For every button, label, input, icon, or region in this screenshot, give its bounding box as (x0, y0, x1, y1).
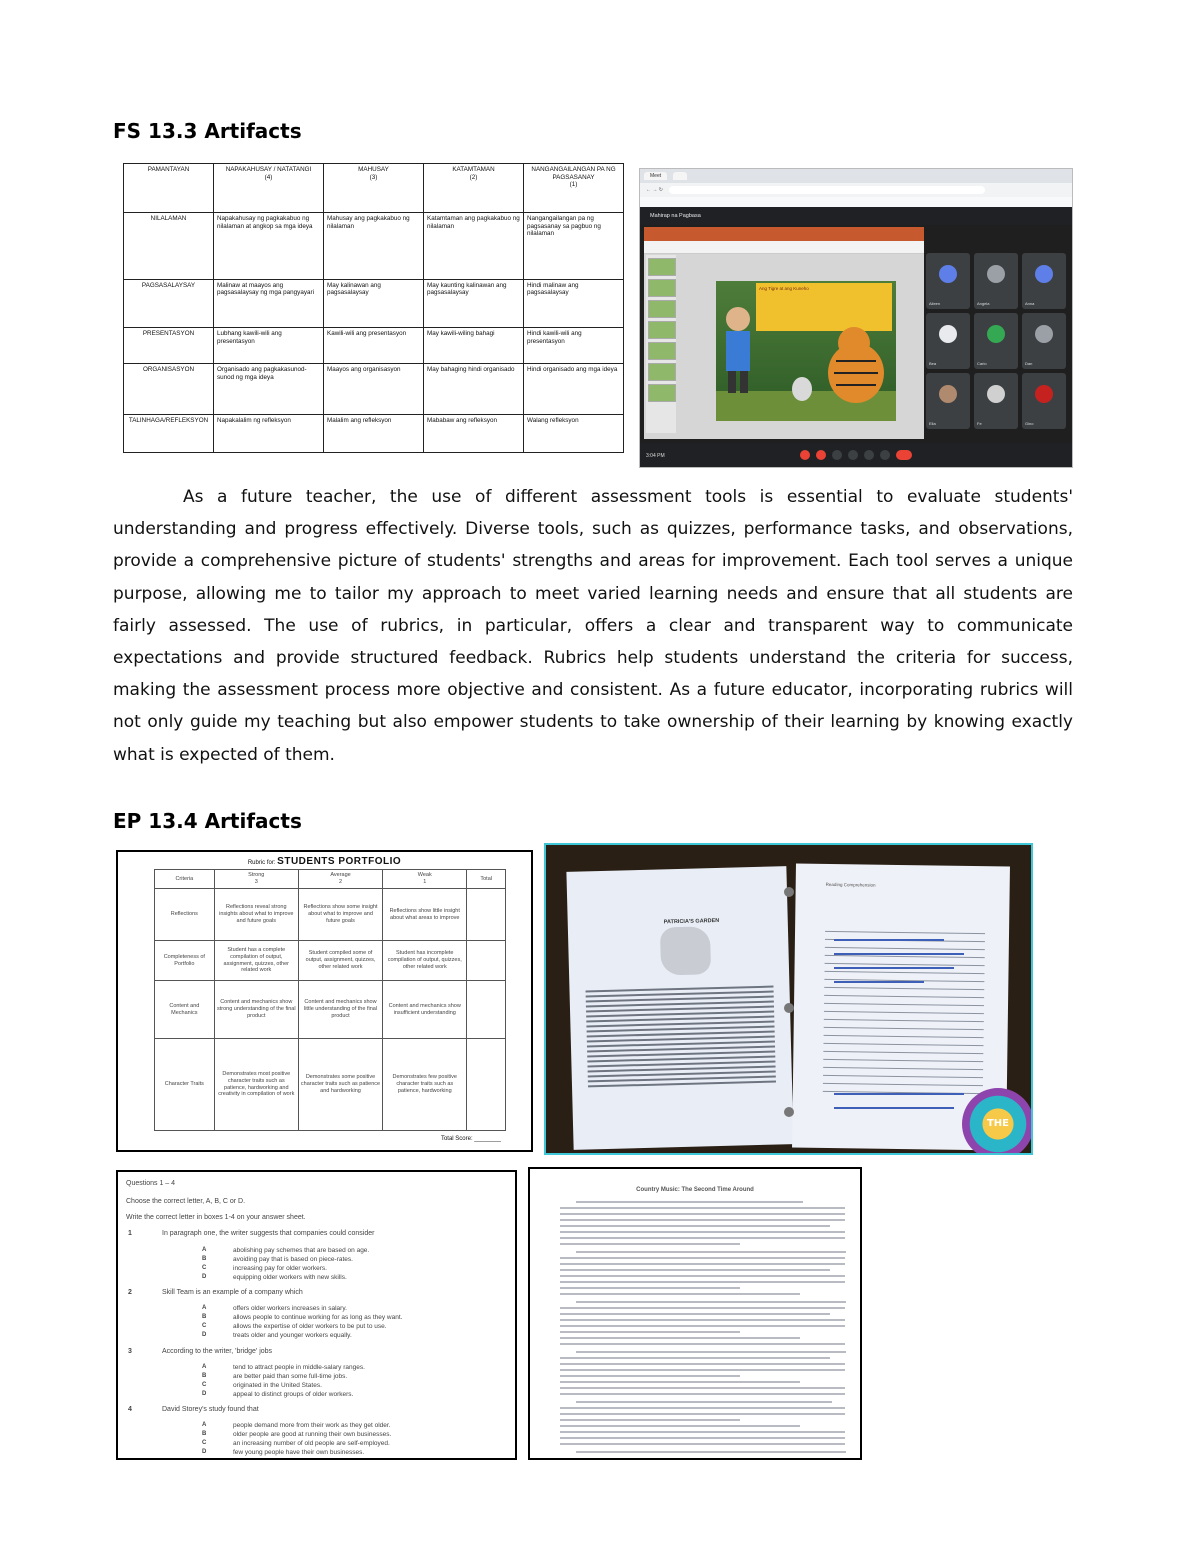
portfolio-header: Strong 3 (214, 870, 298, 889)
portfolio-cell: Content and mechanics show strong understanding of the final product (214, 981, 298, 1039)
answer-option: tend to attract people in middle-salary ranges. (233, 1364, 365, 1371)
slide-thumbnail (648, 279, 676, 297)
answer-option: avoiding pay that is based on piece-rates. (233, 1256, 353, 1263)
article-text-line (560, 1387, 845, 1389)
article-text-line (576, 1201, 803, 1203)
participant-tile[interactable]: Carlo (974, 313, 1018, 369)
article-text-line (560, 1275, 845, 1277)
article-text-line (560, 1363, 845, 1365)
more-options-icon[interactable] (880, 450, 890, 460)
answer-option: allows the expertise of older workers to be put to use. (233, 1323, 387, 1330)
answer-option: are better paid than some full-time jobs. (233, 1373, 348, 1380)
current-slide (716, 281, 896, 421)
browser-tabs (640, 169, 1072, 183)
rubric-cell: Nangangailangan pa ng pagsasanay sa pagbuo ng nilalaman (524, 213, 624, 280)
answer-option: older people are good at running their own businesses. (233, 1431, 392, 1438)
answer-option: few young people have their own businesses. (233, 1449, 365, 1456)
article-text-line (576, 1401, 832, 1403)
video-call-screenshot (639, 168, 1073, 468)
portfolio-cell: Demonstrates few positive character traits such as patience, hardworking (383, 1039, 467, 1131)
article-text-line (576, 1301, 846, 1303)
captions-icon[interactable] (832, 450, 842, 460)
slide-thumbnails (646, 255, 676, 433)
rubric-cell: Malinaw at maayos ang pagsasalaysay ng mga pangyayari (214, 279, 324, 327)
end-call-icon[interactable] (896, 450, 912, 460)
rubric-cell: Hindi kawili-wili ang presentasyon (524, 327, 624, 363)
portfolio-header: Criteria (155, 870, 215, 889)
participant-tile[interactable]: Anna (1022, 253, 1066, 309)
question-number: 1 (128, 1230, 132, 1237)
article-text-line (560, 1237, 845, 1239)
shared-presentation (644, 227, 924, 439)
fs-rubric-table (123, 163, 624, 453)
portfolio-cell: Reflections reveal strong insights about what to improve and future goals (214, 889, 298, 941)
article-text-line (560, 1231, 845, 1233)
article-text-line (560, 1263, 845, 1265)
participant-tile[interactable]: Dan (1022, 313, 1066, 369)
portfolio-cell (467, 1039, 506, 1131)
photo-border (544, 843, 1033, 1155)
article-text-line (560, 1419, 740, 1421)
article-text-line (560, 1257, 845, 1259)
rubric-cell: Hindi organisado ang mga ideya (524, 364, 624, 414)
option-letter: C (202, 1382, 207, 1388)
rubric-cell: Malalim ang refleksyon (324, 414, 424, 452)
portfolio-rubric-table (154, 869, 506, 1131)
answer-option: an increasing number of old people are self-employed. (233, 1440, 390, 1447)
portfolio-header: Total (467, 870, 506, 889)
slide-thumbnail (648, 342, 676, 360)
rubric-header: NAPAKAHUSAY / NATATANGI (4) (214, 164, 324, 213)
portfolio-criterion: Character Traits (155, 1039, 215, 1131)
option-letter: A (202, 1247, 207, 1253)
jungle-illustration (716, 281, 896, 421)
rubric-cell: Organisado ang pagkakasunod-sunod ng mga ideya (214, 364, 324, 414)
questions-image (116, 1170, 517, 1460)
article-text-line (560, 1343, 845, 1345)
article-text-line (560, 1207, 845, 1209)
table-row (124, 327, 624, 363)
answer-option: people demand more from their work as they get older. (233, 1422, 391, 1429)
question-number: 3 (128, 1348, 132, 1355)
option-letter: D (202, 1274, 207, 1280)
question-number: 2 (128, 1289, 132, 1296)
answer-option: originated in the United States. (233, 1382, 322, 1389)
question-stem: In paragraph one, the writer suggests that companies could consider (162, 1230, 375, 1237)
participant-tile[interactable]: Aileen (926, 253, 970, 309)
portfolio-title-text: STUDENTS PORTFOLIO (277, 856, 402, 867)
rubric-header: KATAMTAMAN (2) (424, 164, 524, 213)
article-text-line (576, 1351, 846, 1353)
worksheet-right-label: Reading Comprehension (825, 881, 876, 888)
rubric-cell: Napakalalim ng refleksyon (214, 414, 324, 452)
portfolio-header: Weak 1 (383, 870, 467, 889)
answer-option: offers older workers increases in salary. (233, 1305, 347, 1312)
participant-tile[interactable]: Gino (1022, 373, 1066, 429)
rubric-cell: Maayos ang organisasyon (324, 364, 424, 414)
present-icon[interactable] (864, 450, 874, 460)
answer-option: treats older and younger workers equally. (233, 1332, 352, 1339)
table-row (124, 414, 624, 452)
reflection-paragraph (113, 481, 1073, 771)
participant-grid (926, 253, 1072, 439)
portfolio-cell: Student has a complete compilation of output, assignment, quizzes, other related work (214, 941, 298, 981)
questions-header: Questions 1 – 4 (126, 1180, 176, 1187)
meeting-title: Mahirap na Pagbasa (650, 213, 701, 219)
article-text-line (560, 1357, 830, 1359)
portfolio-cell: Student has incomplete compilation of output, quizzes, other related work (383, 941, 467, 981)
option-letter: A (202, 1422, 207, 1428)
rubric-cell: May kawili-wiling bahagi (424, 327, 524, 363)
portfolio-cell: Reflections show some insight about what to improve and future goals (298, 889, 382, 941)
article-text-line (576, 1451, 846, 1453)
article-text-line (560, 1325, 845, 1327)
table-row (124, 279, 624, 327)
mic-off-icon[interactable] (800, 450, 810, 460)
article-text-line (560, 1381, 800, 1383)
rubric-cell: Hindi malinaw ang pagsasalaysay (524, 279, 624, 327)
call-controls (640, 443, 1072, 467)
answer-option: equipping older workers with new skills. (233, 1274, 347, 1281)
rubric-header: PAMANTAYAN (124, 164, 214, 213)
rubric-header: NANGANGAILANGAN PA NG PAGSASANAY (1) (524, 164, 624, 213)
portfolio-cell (467, 981, 506, 1039)
rubric-header-row (124, 164, 624, 213)
option-letter: B (202, 1431, 207, 1437)
rubric-criterion: ORGANISASYON (124, 364, 214, 414)
portfolio-cell (467, 941, 506, 981)
slide-thumbnail (648, 300, 676, 318)
portfolio-criterion: Completeness of Portfolio (155, 941, 215, 981)
nav-arrows-icon: ← → ↻ (646, 187, 663, 193)
worksheet-title: PATRICIA'S GARDEN (663, 917, 720, 926)
portfolio-cell: Demonstrates some positive character traits such as patience and hardworking (298, 1039, 382, 1131)
participant-tile[interactable]: Bea (926, 313, 970, 369)
slide-thumbnail (648, 384, 676, 402)
portfolio-cell (467, 889, 506, 941)
article-text-line (560, 1213, 845, 1215)
answer-option: appeal to distinct groups of older workers. (233, 1391, 354, 1398)
article-text-line (560, 1443, 845, 1445)
total-score-label: Total Score: ________ (440, 1136, 501, 1142)
rubric-cell: May kaunting kalinawan ang pagsasalaysay (424, 279, 524, 327)
article-text-line (560, 1369, 845, 1371)
table-row (155, 1039, 506, 1131)
slide-thumbnail (648, 258, 676, 276)
worksheet-photo (544, 843, 1033, 1155)
rubric-cell: May bahaging hindi organisado (424, 364, 524, 414)
article-text-line (560, 1293, 800, 1295)
portfolio-cell: Student compiled some of output, assignment, quizzes, other related work (298, 941, 382, 981)
raise-hand-icon[interactable] (848, 450, 858, 460)
option-letter: D (202, 1449, 207, 1455)
question-stem: Skill Team is an example of a company which (162, 1289, 303, 1296)
rubric-cell: Katamtaman ang pagkakabuo ng nilalaman (424, 213, 524, 280)
section-heading-fs: FS 13.3 Artifacts (113, 119, 302, 143)
portfolio-cell: Demonstrates most positive character traits such as patience, hardworking and creativity in compilation of work (214, 1039, 298, 1131)
option-letter: A (202, 1364, 207, 1370)
article-title: Country Music: The Second Time Around (636, 1187, 754, 1193)
article-text-line (576, 1251, 846, 1253)
article-text-line (560, 1307, 845, 1309)
option-letter: D (202, 1391, 207, 1397)
option-letter: D (202, 1332, 207, 1338)
questions-instruction: Write the correct letter in boxes 1-4 on your answer sheet. (126, 1214, 306, 1221)
portfolio-cell: Reflections show little insight about what areas to improve (383, 889, 467, 941)
portfolio-cell: Content and mechanics show insufficient understanding (383, 981, 467, 1039)
option-letter: B (202, 1373, 207, 1379)
article-text-line (560, 1393, 845, 1395)
rubric-cell: Lubhang kawili-wili ang presentasyon (214, 327, 324, 363)
bookmarks-bar (640, 197, 1072, 207)
portfolio-criterion: Content and Mechanics (155, 981, 215, 1039)
article-text-line (560, 1331, 740, 1333)
rubric-cell: Mahusay ang pagkakabuo ng nilalaman (324, 213, 424, 280)
article-text-line (560, 1281, 845, 1283)
portfolio-title-prefix: Rubric for: (247, 860, 276, 866)
article-text-line (560, 1425, 800, 1427)
table-row (124, 364, 624, 414)
answer-option: allows people to continue working for as long as they want. (233, 1314, 403, 1321)
article-text-line (560, 1319, 845, 1321)
question-number: 4 (128, 1406, 132, 1413)
article-text-line (560, 1431, 845, 1433)
participant-tile[interactable]: Angela (974, 253, 1018, 309)
slide-thumbnail (648, 321, 676, 339)
article-text-line (560, 1287, 740, 1289)
table-row (155, 889, 506, 941)
browser-tab-2 (673, 172, 686, 180)
answer-option: abolishing pay schemes that are based on age. (233, 1247, 370, 1254)
meeting-bar (640, 207, 1072, 225)
option-letter: A (202, 1305, 207, 1311)
rubric-criterion: TALINHAGA/REFLEKSYON (124, 414, 214, 452)
rubric-cell: Napakahusay ng pagkakabuo ng nilalaman at angkop sa mga ideya (214, 213, 324, 280)
table-row (124, 213, 624, 280)
portfolio-rubric-image (116, 850, 533, 1152)
channel-logo: THE (962, 1088, 1033, 1155)
reflection-text: As a future teacher, the use of different assessment tools is essential to evaluate students' understanding and progress effectively. Diverse tools, such as quizzes, performance tasks, and observations, provide a comprehensive picture of students' strengths and areas for improvement. Each tool serves a unique purpose, allowing me to tailor my approach to meet varied learning needs and ensure that all students are fairly assessed. The use of rubrics, in particular, offers a clear and transparent way to communicate expectations and provide structured feedback. Rubrics help students understand the criteria for success, making the assessment process more objective and consistent. As a future educator, incorporating rubrics will not only guide my teaching but also empower students to take ownership of their learning by knowing exactly what is expected of them. (113, 487, 1073, 765)
address-bar (640, 183, 1072, 197)
camera-off-icon[interactable] (816, 450, 826, 460)
article-text-line (560, 1225, 830, 1227)
option-letter: C (202, 1323, 207, 1329)
portfolio-header: Average 2 (298, 870, 382, 889)
url-field (669, 186, 985, 194)
slide-banner: Ang Tigre at ang Kuneho (756, 283, 892, 331)
portfolio-cell: Content and mechanics show little understanding of the final product (298, 981, 382, 1039)
table-row (155, 981, 506, 1039)
rubric-cell: May kalinawan ang pagsasalaysay (324, 279, 424, 327)
rubric-criterion: PAGSASALAYSAY (124, 279, 214, 327)
ppt-toolbar (644, 241, 924, 254)
section-heading-ep: EP 13.4 Artifacts (113, 809, 302, 833)
rubric-header: MAHUSAY (3) (324, 164, 424, 213)
article-text-line (560, 1375, 740, 1377)
participant-tile[interactable]: Ella (926, 373, 970, 429)
ppt-ribbon (644, 227, 924, 241)
article-text-line (560, 1269, 830, 1271)
call-clock: 3:04 PM (646, 453, 665, 459)
table-row (155, 870, 506, 889)
answer-option: increasing pay for older workers. (233, 1265, 327, 1272)
rubric-cell: Walang refleksyon (524, 414, 624, 452)
question-stem: According to the writer, 'bridge' jobs (162, 1348, 273, 1355)
option-letter: B (202, 1314, 207, 1320)
participant-tile[interactable]: Fe (974, 373, 1018, 429)
article-text-line (560, 1243, 740, 1245)
table-row (155, 941, 506, 981)
article-text-line (560, 1413, 845, 1415)
portfolio-title (118, 856, 531, 867)
rubric-criterion: NILALAMAN (124, 213, 214, 280)
article-image (528, 1167, 862, 1460)
portfolio-criterion: Reflections (155, 889, 215, 941)
article-text-line (560, 1337, 800, 1339)
rubric-cell: Mababaw ang refleksyon (424, 414, 524, 452)
question-stem: David Storey's study found that (162, 1406, 259, 1413)
questions-instruction: Choose the correct letter, A, B, C or D. (126, 1198, 246, 1205)
browser-tab: Meet (644, 172, 667, 180)
rubric-criterion: PRESENTASYON (124, 327, 214, 363)
slide-thumbnail (648, 363, 676, 381)
article-text-line (560, 1437, 845, 1439)
option-letter: C (202, 1440, 207, 1446)
article-text-line (560, 1313, 830, 1315)
article-text-line (560, 1407, 845, 1409)
option-letter: B (202, 1256, 207, 1262)
option-letter: C (202, 1265, 207, 1271)
article-text-line (560, 1219, 845, 1221)
rubric-cell: Kawili-wili ang presentasyon (324, 327, 424, 363)
